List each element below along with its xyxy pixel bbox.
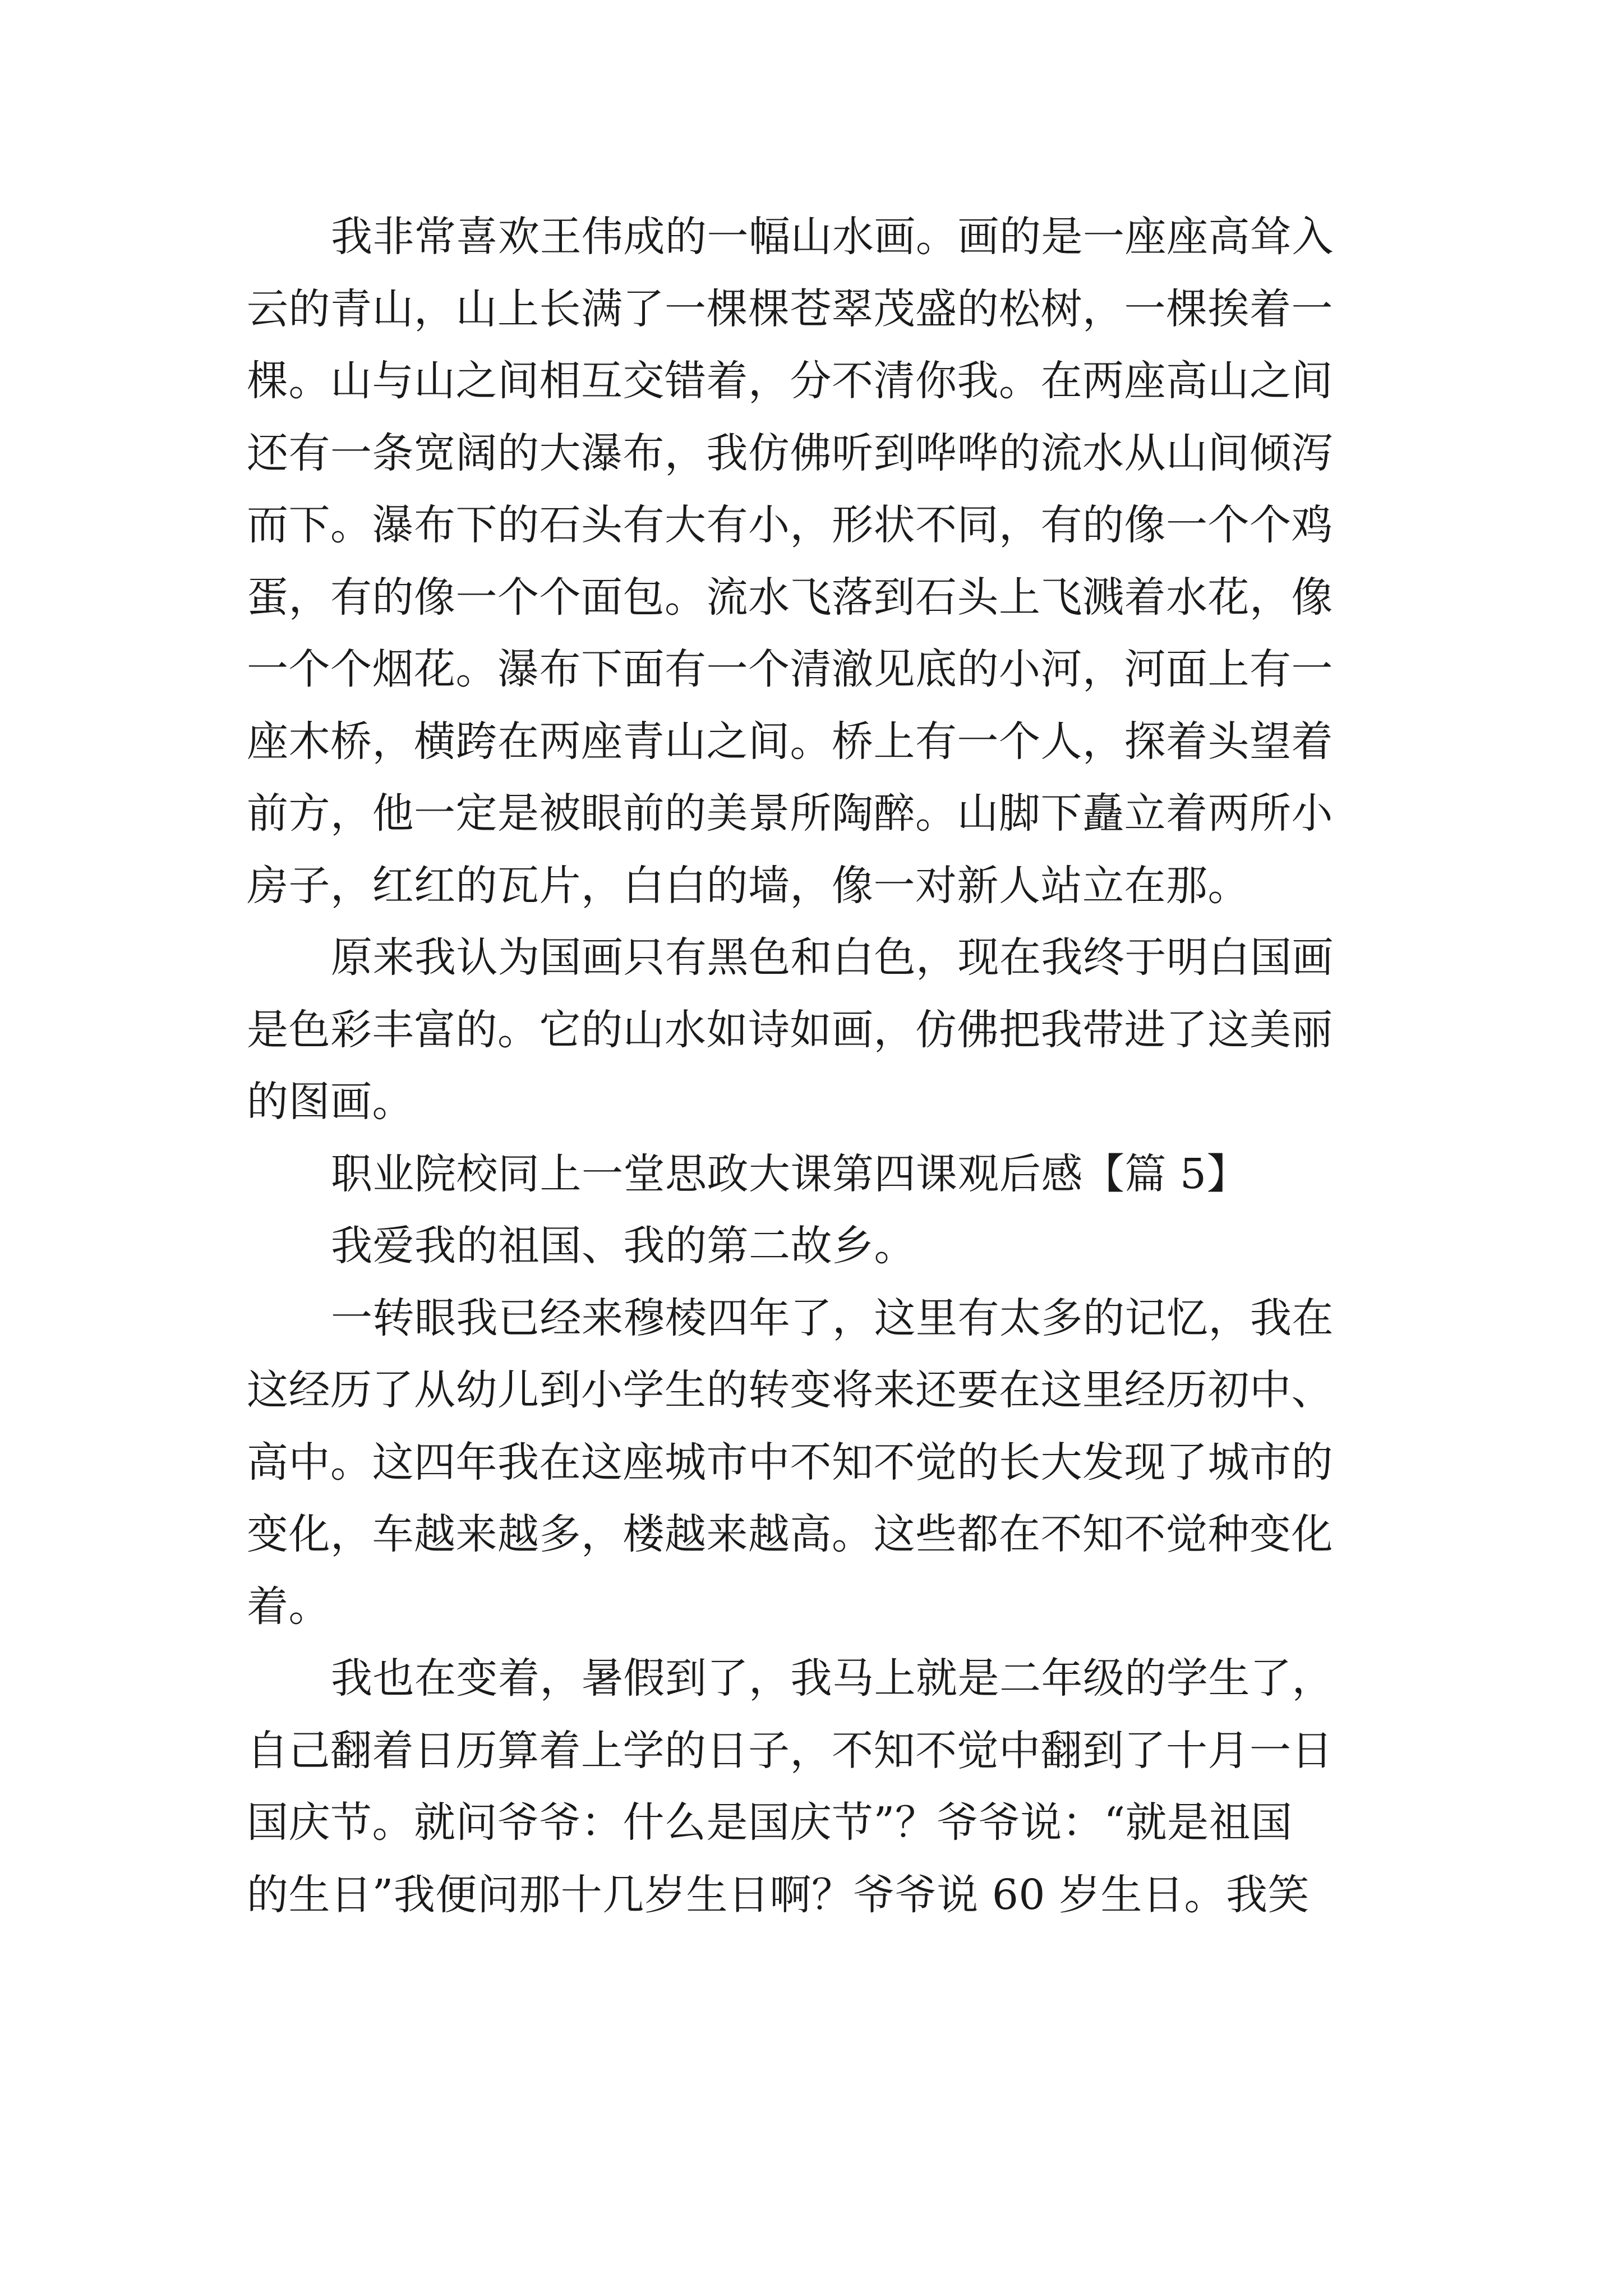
document-body: [247, 201, 1391, 1931]
paragraph-line: 我也在变着，暑假到了，我马上就是二年级的学生了，: [331, 1654, 1334, 1703]
paragraph-line: 我非常喜欢王伟成的一幅山水画。画的是一座座高耸入: [331, 213, 1334, 261]
paragraph-line: 棵。山与山之间相互交错着，分不清你我。在两座高山之间: [247, 357, 1333, 405]
paragraph-line: 原来我认为国画只有黑色和白色，现在我终于明白国画: [331, 933, 1334, 982]
paragraph-line: 国庆节。就问爷爷：什么是国庆节”？爷爷说：“就是祖国: [247, 1798, 1293, 1847]
paragraph-line: 的图画。: [247, 1078, 414, 1126]
paragraph-line: 房子，红红的瓦片，白白的墙，像一对新人站立在那。: [247, 861, 1249, 910]
paragraph-line: 座木桥，横跨在两座青山之间。桥上有一个人，探着头望着: [247, 717, 1333, 766]
paragraph-line: 自己翻着日历算着上学的日子，不知不觉中翻到了十月一日: [247, 1726, 1333, 1775]
paragraph-line: 这经历了从幼儿到小学生的转变将来还要在这里经历初中、: [247, 1366, 1333, 1414]
paragraph-line: 前方，他一定是被眼前的美景所陶醉。山脚下矗立着两所小: [247, 789, 1333, 838]
paragraph-line: 高中。这四年我在这座城市中不知不觉的长大发现了城市的: [247, 1438, 1333, 1487]
paragraph-line: 一个个烟花。瀑布下面有一个清澈见底的小河，河面上有一: [247, 645, 1333, 693]
paragraph-line: 的生日”我便问那十几岁生日啊？爷爷说 60 岁生日。我笑: [247, 1870, 1310, 1919]
paragraph-line: 一转眼我已经来穆棱四年了，这里有太多的记忆，我在: [331, 1294, 1334, 1342]
paragraph-line: 我爱我的祖国、我的第二故乡。: [331, 1222, 916, 1270]
paragraph-line: 着。: [247, 1582, 330, 1631]
paragraph-line: 还有一条宽阔的大瀑布，我仿佛听到哗哗的流水从山间倾泻: [247, 429, 1333, 477]
paragraph-line: 蛋，有的像一个个面包。流水飞落到石头上飞溅着水花，像: [247, 573, 1333, 622]
paragraph-line: 是色彩丰富的。它的山水如诗如画，仿佛把我带进了这美丽: [247, 1005, 1333, 1054]
paragraph-line: 云的青山，山上长满了一棵棵苍翠茂盛的松树，一棵挨着一: [247, 284, 1333, 333]
section-heading: 职业院校同上一堂思政大课第四课观后感【篇 5】: [331, 1149, 1249, 1198]
paragraph-line: 而下。瀑布下的石头有大有小，形状不同，有的像一个个鸡: [247, 501, 1333, 549]
paragraph-line: 变化，车越来越多，楼越来越高。这些都在不知不觉种变化: [247, 1510, 1333, 1558]
